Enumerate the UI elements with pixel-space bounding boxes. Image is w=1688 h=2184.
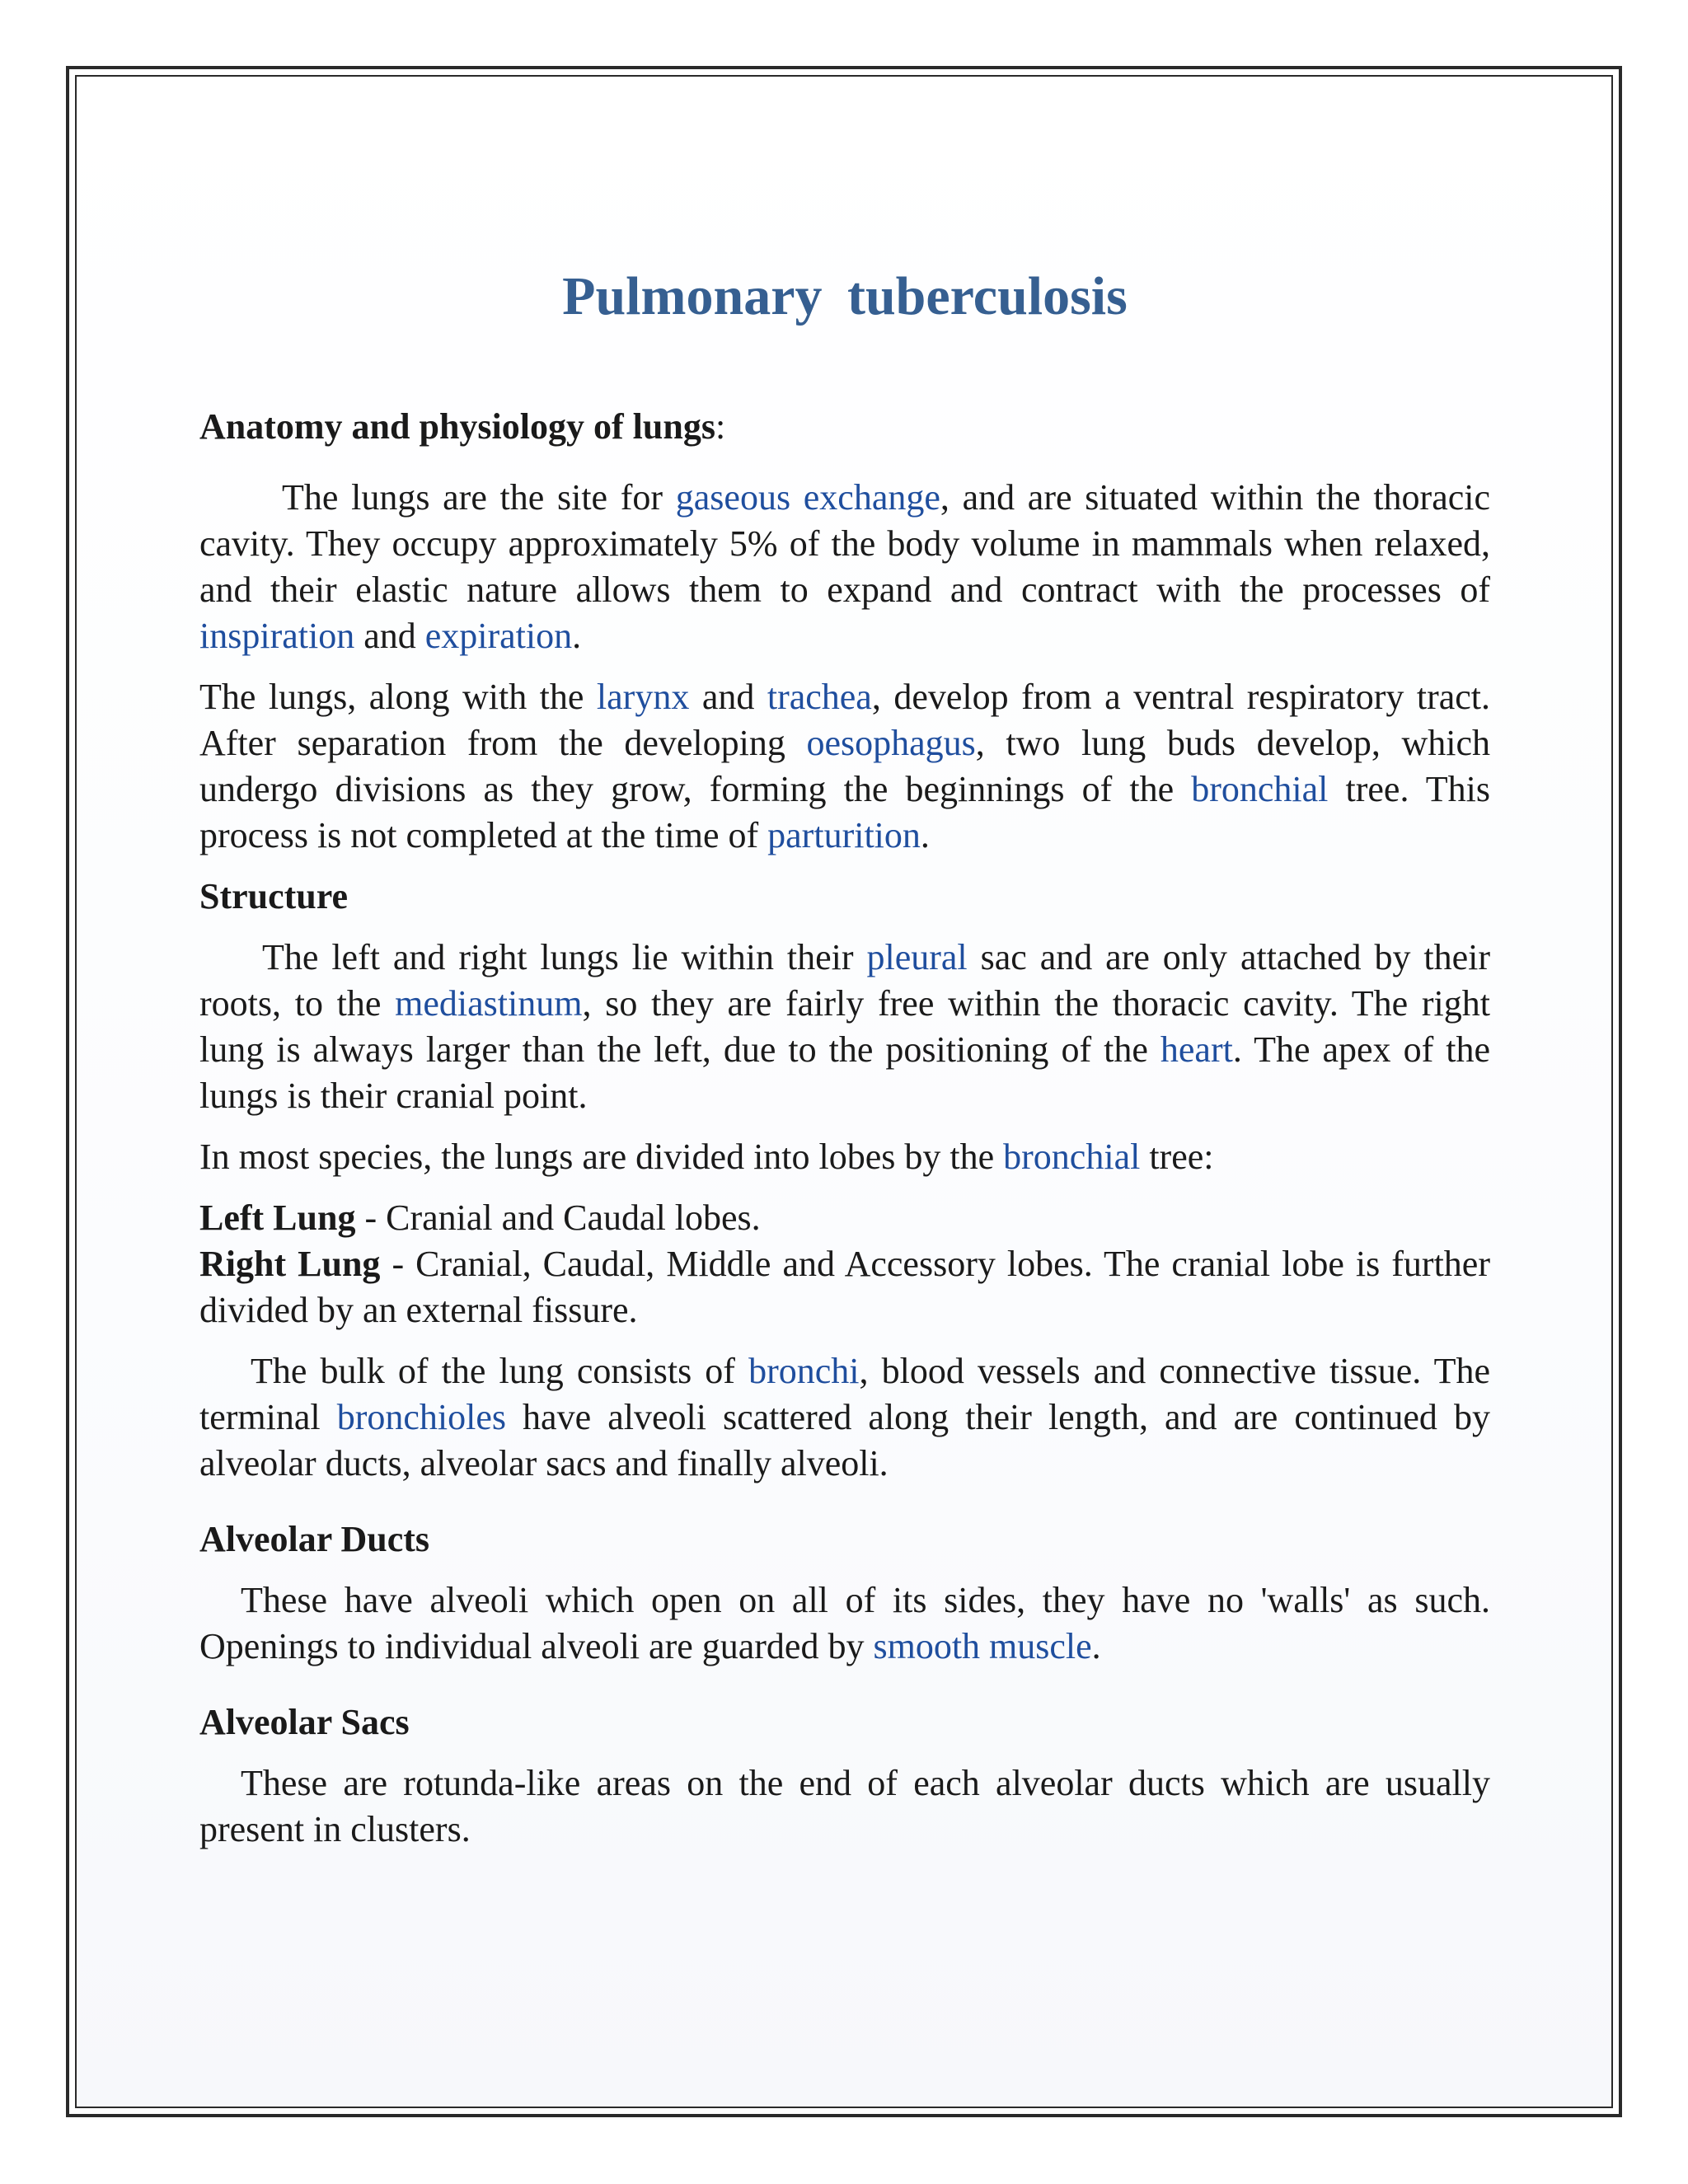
- link-bronchioles[interactable]: bronchioles: [336, 1397, 506, 1437]
- paragraph-alveolar-sacs: These are rotunda-like areas on the end of each alveolar ducts which are usually present in clusters.: [199, 1763, 1490, 1849]
- section-heading-structure: Structure: [199, 876, 349, 916]
- paragraph-lobes-intro: In most species, the lungs are divided into lobes by the bronchial tree:: [199, 1137, 1214, 1177]
- document-body: [199, 264, 1490, 1868]
- link-bronchial[interactable]: bronchial: [1191, 769, 1329, 809]
- spacer: [199, 1685, 1490, 1699]
- link-larynx[interactable]: larynx: [596, 677, 690, 717]
- link-mediastinum[interactable]: mediastinum: [395, 983, 583, 1024]
- link-inspiration[interactable]: inspiration: [199, 616, 355, 656]
- link-heart[interactable]: heart: [1160, 1029, 1233, 1070]
- link-trachea[interactable]: trachea: [767, 677, 872, 717]
- page-title: Pulmonary tuberculosis: [562, 266, 1128, 326]
- link-bronchi[interactable]: bronchi: [748, 1351, 860, 1391]
- section-heading-anatomy: Anatomy and physiology of lungs:: [199, 406, 726, 447]
- paragraph-lung-bulk: The bulk of the lung consists of bronchi, blood vessels and connective tissue. The terminal bronchioles have alveoli scattered along their length, and are continued by alveolar ducts, alveolar sacs and finally alveoli.: [199, 1351, 1490, 1483]
- paragraph-structure: The left and right lungs lie within their pleural sac and are only attached by their roots, to the mediastinum, so they are fairly free within the thoracic cavity. The right lung is always larger than the left, due to the positioning of the heart. The apex of the lungs is their cranial point.: [199, 937, 1491, 1116]
- paragraph-lungs-intro: The lungs are the site for gaseous exchange, and are situated within the thoracic cavity. They occupy approximately 5% of the body volume in mammals when relaxed, and their elastic nature allows them to expand and contract with the processes of inspiration and expiration.: [199, 477, 1491, 656]
- left-lung-lobes: Left Lung - Cranial and Caudal lobes.: [199, 1197, 761, 1238]
- link-parturition[interactable]: parturition: [767, 815, 921, 855]
- paragraph-lungs-development: The lungs, along with the larynx and trachea, develop from a ventral respiratory tract. After separation from the developing oesophagus, two lung buds develop, which undergo divisions as they grow, forming the beginnings of the bronchial tree. This process is not completed at the time of parturition.: [199, 677, 1491, 855]
- link-smooth-muscle[interactable]: smooth muscle: [873, 1626, 1092, 1666]
- paragraph-alveolar-ducts: These have alveoli which open on all of its sides, they have no 'walls' as such. Openings to individual alveoli are guarded by smooth muscle.: [199, 1580, 1490, 1666]
- link-oesophagus[interactable]: oesophagus: [806, 723, 976, 763]
- link-pleural[interactable]: pleural: [866, 937, 968, 977]
- right-lung-lobes: Right Lung - Cranial, Caudal, Middle and Accessory lobes. The cranial lobe is further divided by an external fissure.: [199, 1244, 1490, 1330]
- spacer: [199, 1502, 1490, 1516]
- section-heading-alveolar-ducts: Alveolar Ducts: [199, 1519, 430, 1559]
- link-gaseous-exchange[interactable]: gaseous exchange: [675, 477, 940, 518]
- section-heading-alveolar-sacs: Alveolar Sacs: [199, 1702, 410, 1742]
- link-expiration[interactable]: expiration: [424, 616, 573, 656]
- link-bronchial-tree[interactable]: bronchial: [1003, 1137, 1141, 1177]
